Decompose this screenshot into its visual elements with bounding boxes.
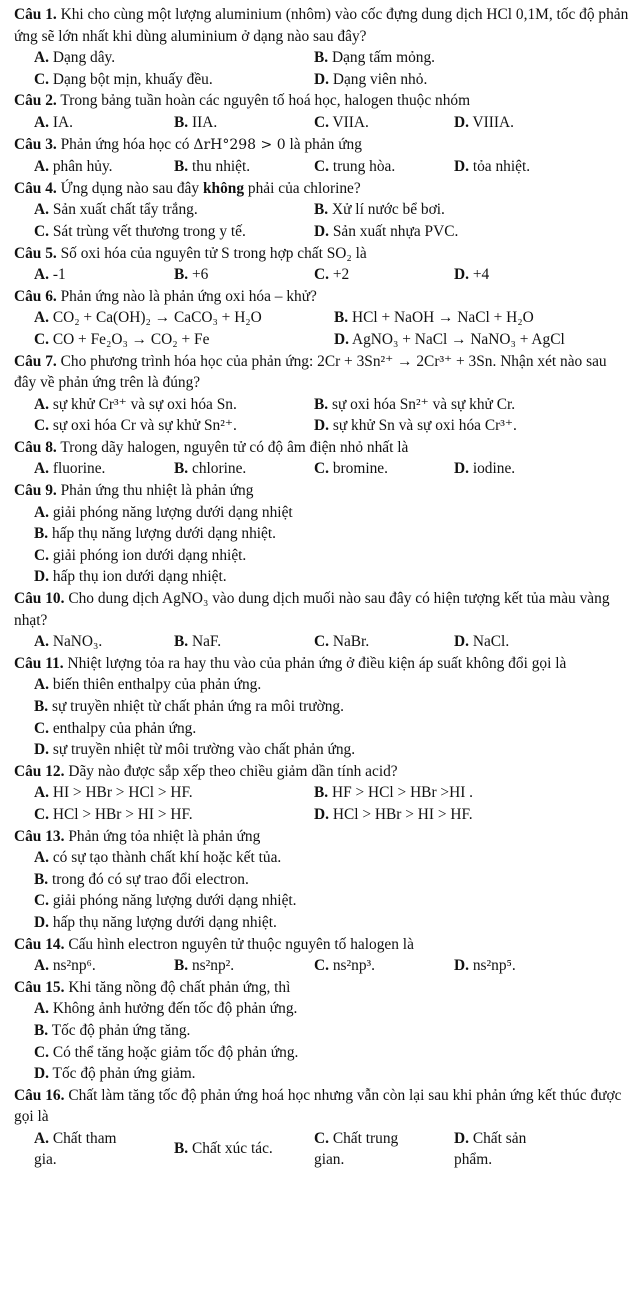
question-text: Nhiệt lượng tỏa ra hay thu vào của phản ứng ở điều kiện áp suất không đổi gọi là: [67, 654, 567, 672]
option-b: B. Tốc độ phản ứng tăng.: [34, 1021, 191, 1039]
option-d: D. sự truyền nhiệt từ môi trường vào chất phản ứng.: [34, 741, 356, 759]
option-c: C. giải phóng năng lượng dưới dạng nhiệt.: [34, 892, 297, 910]
option-a: A. sự khử Cr³⁺ và sự oxi hóa Sn.: [34, 395, 237, 413]
option-c: C. bromine.: [314, 460, 388, 478]
option-a: A. CO₂ + Ca(OH)₂ → CaCO₃ + H₂O: [34, 309, 262, 327]
option-b: B. Xử lí nước bể bơi.: [314, 201, 445, 219]
question-number: Câu 2.: [14, 92, 57, 110]
question-8: [14, 437, 629, 480]
option-a: A. -1: [34, 266, 66, 284]
option-b: B. trong đó có sự trao đổi electron.: [34, 870, 249, 888]
question-text: Cho dung dịch AgNO₃ vào dung dịch muối nào sau đây có hiện tượng kết tủa màu vàng nhạt?: [14, 590, 610, 629]
question-text: Phản ứng nào là phản ứng oxi hóa – khử?: [60, 287, 317, 305]
question-number: Câu 3.: [14, 135, 57, 153]
option-a: A. có sự tạo thành chất khí hoặc kết tủa.: [34, 849, 282, 867]
question-text: Chất làm tăng tốc độ phản ứng hoá học nhưng vẫn còn lại sau khi phản ứng kết thúc được gọi là: [14, 1086, 622, 1126]
option-b: B. IIA.: [174, 113, 218, 131]
question-number: Câu 12.: [14, 762, 65, 780]
option-c: C. CO + Fe₂O₃ → CO₂ + Fe: [34, 330, 210, 348]
option-d: D. VIIIA.: [454, 113, 514, 131]
question-number: Câu 1.: [14, 6, 57, 23]
option-c: C. enthalpy của phản ứng.: [34, 719, 197, 737]
question-13: [14, 826, 629, 934]
option-b: B. +6: [174, 266, 209, 284]
option-d: D. sự khử Sn và sự oxi hóa Cr³⁺.: [314, 417, 517, 435]
option-c: C. giải phóng ion dưới dạng nhiệt.: [34, 546, 247, 564]
question-10: [14, 588, 629, 653]
question-number: Câu 6.: [14, 287, 57, 305]
option-a: A. Dạng dây.: [34, 49, 116, 67]
question-16: [14, 1085, 629, 1171]
question-5: [14, 243, 629, 286]
question-number: Câu 14.: [14, 935, 65, 953]
question-text: Số oxi hóa của nguyên tử S trong hợp chất SO₂ là: [60, 244, 367, 262]
option-c: C. Có thể tăng hoặc giảm tốc độ phản ứng.: [34, 1043, 299, 1061]
question-text: Khi cho cùng một lượng aluminium (nhôm) vào cốc đựng dung dịch HCl 0,1M, tốc độ phản ứng sẽ lớn nhất khi dùng aluminium ở dạng nào sau đây?: [14, 6, 629, 45]
question-number: Câu 7.: [14, 352, 57, 370]
question-text: Cho phương trình hóa học của phản ứng: 2Cr + 3Sn²⁺ → 2Cr³⁺ + 3Sn. Nhận xét nào sau đây về phản ứng trên là đúng?: [14, 352, 607, 392]
option-d: D. Sản xuất nhựa PVC.: [314, 222, 459, 240]
option-a: A. phân hủy.: [34, 158, 113, 176]
option-c: C. trung hòa.: [314, 158, 396, 176]
question-number: Câu 15.: [14, 978, 65, 996]
question-9: [14, 480, 629, 588]
option-d: D. hấp thụ năng lượng dưới dạng nhiệt.: [34, 913, 277, 931]
question-14: [14, 934, 629, 977]
option-c: C. +2: [314, 266, 350, 284]
question-6: [14, 286, 629, 351]
option-b: B. hấp thụ năng lượng dưới dạng nhiệt.: [34, 525, 277, 543]
option-d: D. hấp thụ ion dưới dạng nhiệt.: [34, 568, 227, 586]
question-number: Câu 5.: [14, 244, 57, 262]
option-b: B. NaF.: [174, 633, 222, 651]
question-number: Câu 11.: [14, 654, 64, 672]
option-d: D. tỏa nhiệt.: [454, 158, 531, 176]
enthalpy-formula: ΔrH°298 > 0: [193, 136, 286, 153]
option-a: A. giải phóng năng lượng dưới dạng nhiệt: [34, 503, 293, 521]
option-a: A. biến thiên enthalpy của phản ứng.: [34, 676, 262, 694]
question-2: [14, 90, 629, 133]
question-4: Câu 4. Ứng dụng nào sau đây không phải của chlorine? A. Sản xuất chất tẩy trắng. B. Xử lí nước bể bơi. C. Sát trùng vết thương trong y tế. D. Sản xuất nhựa PVC.: [14, 178, 629, 243]
option-d: D. AgNO₃ + NaCl → NaNO₃ + AgCl: [334, 330, 565, 348]
option-a: A. Chất tham gia.: [34, 1129, 117, 1169]
emphasis-text: không: [202, 179, 245, 197]
option-a: A. HI > HBr > HCl > HF.: [34, 784, 193, 802]
question-text: Dãy nào được sắp xếp theo chiều giảm dần tính acid?: [68, 762, 398, 780]
option-b: B. sự truyền nhiệt từ chất phản ứng ra môi trường.: [34, 698, 344, 715]
question-text: Phản ứng thu nhiệt là phản ứng: [60, 482, 254, 500]
option-d: D. HCl > HBr > HI > HF.: [314, 805, 473, 823]
option-a: A. NaNO₃.: [34, 633, 103, 651]
option-b: B. thu nhiệt.: [174, 158, 251, 176]
question-15: [14, 977, 629, 1085]
question-number: Câu 4.: [14, 179, 57, 197]
option-b: B. Chất xúc tác.: [174, 1139, 273, 1157]
option-b: B. chlorine.: [174, 460, 247, 478]
question-number: Câu 8.: [14, 438, 57, 456]
question-number: Câu 16.: [14, 1086, 65, 1104]
option-c: C. VIIA.: [314, 113, 369, 131]
option-c: C. HCl > HBr > HI > HF.: [34, 805, 193, 823]
option-b: B. ns²np².: [174, 957, 235, 975]
option-b: B. sự oxi hóa Sn²⁺ và sự khử Cr.: [314, 395, 516, 413]
question-text: Trong dãy halogen, nguyên tử có độ âm điện nhỏ nhất là: [60, 438, 409, 456]
question-3: Câu 3. Phản ứng hóa học có ΔrH°298 > 0 là phản ứng A. phân hủy. B. thu nhiệt. C. trung hòa. D. tỏa nhiệt.: [14, 134, 629, 178]
option-a: A. IA.: [34, 113, 73, 131]
question-text: Cấu hình electron nguyên tử thuộc nguyên tố halogen là: [68, 935, 414, 953]
question-text: Phản ứng tỏa nhiệt là phản ứng: [68, 827, 261, 845]
option-c: C. Dạng bột mịn, khuấy đều.: [34, 70, 213, 88]
option-d: D. Chất sản phẩm.: [454, 1129, 527, 1169]
option-d: D. +4: [454, 266, 490, 284]
question-7: [14, 351, 629, 437]
option-c: C. Chất trung gian.: [314, 1129, 399, 1169]
question-12: [14, 761, 629, 826]
option-d: D. Dạng viên nhỏ.: [314, 70, 428, 88]
option-c: C. Sát trùng vết thương trong y tế.: [34, 222, 246, 240]
option-c: C. ns²np³.: [314, 957, 375, 975]
option-d: D. iodine.: [454, 460, 516, 478]
option-d: D. Tốc độ phản ứng giảm.: [34, 1065, 196, 1083]
option-c: C. NaBr.: [314, 633, 370, 651]
option-b: B. HCl + NaOH → NaCl + H₂O: [334, 309, 534, 327]
question-number: Câu 13.: [14, 827, 65, 845]
option-a: A. Sản xuất chất tẩy trắng.: [34, 201, 198, 219]
question-11: [14, 653, 629, 761]
question-text: Trong bảng tuần hoàn các nguyên tố hoá học, halogen thuộc nhóm: [60, 92, 471, 110]
option-b: B. HF > HCl > HBr >HI .: [314, 784, 474, 802]
option-d: D. NaCl.: [454, 633, 510, 651]
option-a: A. Không ảnh hưởng đến tốc độ phản ứng.: [34, 1000, 298, 1018]
question-number: Câu 10.: [14, 590, 65, 608]
option-b: B. Dạng tấm mỏng.: [314, 49, 435, 67]
option-a: A. fluorine.: [34, 460, 106, 478]
option-a: A. ns²np⁶.: [34, 957, 96, 975]
option-c: C. sự oxi hóa Cr và sự khử Sn²⁺.: [34, 417, 237, 435]
option-d: D. ns²np⁵.: [454, 957, 516, 975]
question-1: [14, 4, 629, 90]
question-number: Câu 9.: [14, 482, 57, 500]
question-text: Khi tăng nồng độ chất phản ứng, thì: [68, 978, 291, 996]
